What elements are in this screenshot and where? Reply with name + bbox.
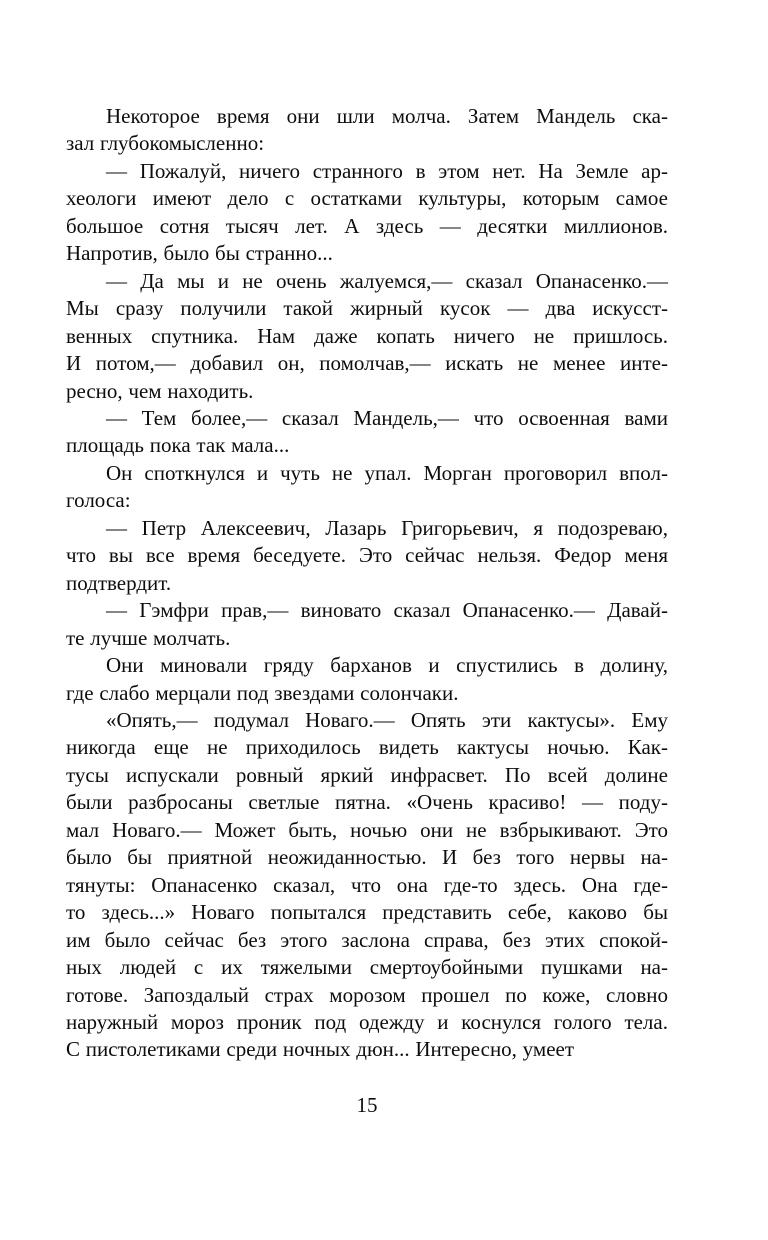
paragraph	[66, 597, 668, 652]
text-line: венных спутника. Нам даже копать ничего не пришлось.	[66, 323, 668, 348]
page-number: 15	[356, 1093, 378, 1117]
text-line: им было сейчас без этого заслона справа, без этих спокой-	[66, 927, 668, 952]
text-line: хеологи имеют дело с остатками культуры, которым самое	[66, 186, 668, 211]
paragraph	[66, 707, 668, 1064]
text-line: И потом,— добавил он, помолчав,— искать не менее инте-	[66, 351, 668, 376]
paragraph	[66, 103, 668, 158]
text-line: — Тем более,— сказал Мандель,— что освоенная вами	[106, 405, 668, 430]
text-line: было бы приятной неожиданностью. И без того нервы на-	[66, 845, 668, 870]
text-line: ных людей с их тяжелыми смертоубойными пушками на-	[66, 955, 668, 980]
text-line: никогда еще не приходилось видеть кактусы ночью. Как-	[66, 735, 668, 760]
text-line: — Петр Алексеевич, Лазарь Григорьевич, я подозреваю,	[106, 515, 668, 540]
text-line: подтвердит.	[66, 570, 172, 595]
text-line: те лучше молчать.	[66, 625, 231, 650]
text-line: зал глубокомысленно:	[66, 131, 265, 156]
text-line: были разбросаны светлые пятна. «Очень красиво! — поду-	[66, 790, 668, 815]
text-line: — Пожалуй, ничего странного в этом нет. На Земле ар-	[106, 158, 668, 183]
text-line: ресно, чем находить.	[66, 378, 254, 403]
paragraph	[66, 405, 668, 460]
text-line: Они миновали гряду барханов и спустились в долину,	[106, 653, 668, 678]
text-line: — Гэмфри прав,— виновато сказал Опанасенко.— Давай-	[106, 598, 668, 623]
paragraph	[66, 460, 668, 515]
text-line: готове. Запоздалый страх морозом прошел по коже, словно	[66, 982, 668, 1007]
text-line: то здесь...» Новаго попытался представить себе, каково бы	[66, 900, 668, 925]
text-line: «Опять,— подумал Новаго.— Опять эти кактусы». Ему	[106, 707, 668, 732]
text-line: большое сотня тысяч лет. А здесь — десятки миллионов.	[66, 213, 668, 238]
text-line: тусы испускали ровный яркий инфрасвет. По всей долине	[66, 762, 668, 787]
text-line: С пистолетиками среди ночных дюн... Интересно, умеет	[66, 1037, 575, 1062]
text-line: Некоторое время они шли молча. Затем Мандель ска-	[106, 104, 668, 128]
paragraph	[66, 652, 668, 707]
text-block	[66, 103, 668, 1064]
text-line: Он споткнулся и чуть не упал. Морган проговорил впол-	[106, 460, 668, 485]
text-line: Напротив, было бы странно...	[66, 241, 333, 266]
text-line: где слабо мерцали под звездами солончаки.	[66, 680, 459, 705]
text-line: Мы сразу получили такой жирный кусок — два искусст-	[66, 296, 668, 321]
text-line: площадь пока так мала...	[66, 433, 290, 458]
paragraph	[66, 268, 668, 405]
text-line: наружный мороз проник под одежду и коснулся голого тела.	[66, 1009, 668, 1034]
text-line: голоса:	[66, 488, 131, 513]
text-line: тянуты: Опанасенко сказал, что она где-то здесь. Она где-	[66, 872, 668, 897]
paragraph	[66, 158, 668, 268]
text-line: что вы все время беседуете. Это сейчас нельзя. Федор меня	[66, 543, 668, 568]
text-line: мал Новаго.— Может быть, ночью они не взбрыкивают. Это	[66, 817, 668, 842]
paragraph	[66, 515, 668, 597]
text-line: — Да мы и не очень жалуемся,— сказал Опанасенко.—	[106, 268, 668, 293]
